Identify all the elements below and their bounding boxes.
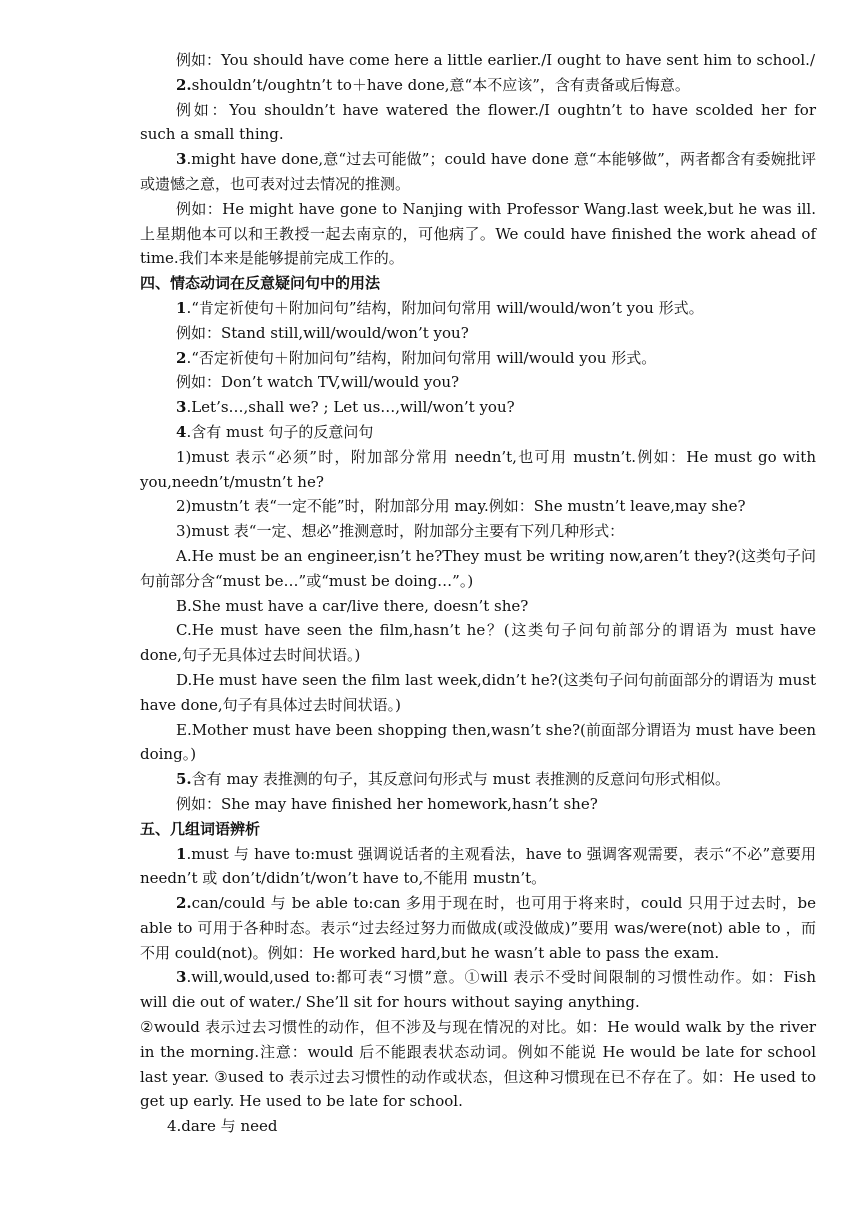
rule-paragraph (140, 891, 816, 965)
case-paragraph: D.He must have seen the film last week,didn’t he?(这类句子问句前面部分的谓语为 must have done,句子有具体过去时间状语。) (140, 670, 816, 714)
document-page (140, 48, 816, 1139)
item-number: 5. (176, 770, 192, 789)
item-number: 4 (176, 422, 187, 441)
item-number: 1 (176, 844, 187, 863)
rule-paragraph (140, 147, 816, 197)
rule-paragraph: 4.dare 与 need (167, 1117, 278, 1136)
rule-text: 含有 may 表推测的句子，其反意问句形式与 must 表推测的反意问句形式相似。 (191, 770, 730, 789)
item-number: 3 (176, 150, 187, 169)
item-number: 2. (176, 75, 192, 94)
continuation-paragraph: ②would 表示过去习惯性的动作，但不涉及与现在情况的对比。如：He would walk by the river in the morning.注意：would 后不能跟表状态动词。例如不能说 He would be late for school last year. ③used to 表示过去习惯性的动作或状态，但这种习惯现在已不存在了。如：He used to get up early. He used to be late for school. (140, 1018, 816, 1111)
rule-paragraph (140, 395, 816, 420)
rule-paragraph (140, 296, 816, 321)
case-paragraph: E.Mother must have been shopping then,wasn’t she?(前面部分谓语为 must have been doing。) (140, 720, 816, 764)
rule-text: .“肯定祈使句＋附加问句”结构，附加问句常用 will/would/won’t you 形式。 (186, 298, 704, 317)
item-number: 1 (176, 298, 187, 317)
item-number: 2. (176, 894, 192, 913)
rule-text: shouldn’t/oughtn’t to＋have done,意“本不应该”，含有责备或后悔意。 (191, 75, 690, 94)
item-number: 3 (176, 398, 187, 417)
example-paragraph: 例如：Don’t watch TV,will/would you? (176, 373, 460, 392)
sub-rule-paragraph: 2)mustn’t 表“一定不能”时，附加部分用 may.例如：She mustn’t leave,may she? (176, 497, 746, 516)
case-paragraph: B.She must have a car/live there, doesn’t she? (176, 596, 529, 615)
rule-paragraph (140, 767, 816, 792)
example-paragraph: 例如：Stand still,will/would/won’t you? (176, 323, 469, 342)
rule-text: .“否定祈使句＋附加问句”结构，附加问句常用 will/would you 形式。 (186, 348, 657, 367)
rule-text: .Let’s…,shall we? ; Let us…,will/won’t you? (186, 398, 515, 417)
rule-text: .must 与 have to:must 强调说话者的主观看法，have to 强调客观需要，表示“不必”意要用 needn’t 或 don’t/didn’t/won’t have to,不能用 mustn’t。 (140, 844, 816, 888)
section-heading-4: 四、情态动词在反意疑问句中的用法 (140, 274, 381, 293)
rule-text: .will,would,used to:都可表“习惯”意。①will 表示不受时间限制的习惯性动作。如：Fish will die out of water./ She’ll sit for hours without saying anything. (140, 968, 816, 1012)
rule-paragraph (140, 73, 816, 98)
example-paragraph: 例如：He might have gone to Nanjing with Professor Wang.last week,but he was ill.上星期他本可以和王教授一起去南京的，可他病了。We could have finished the work ahead of time.我们本来是能够提前完成工作的。 (140, 199, 816, 268)
section-heading-5: 五、几组词语辨析 (140, 819, 261, 838)
item-number: 2 (176, 348, 187, 367)
rule-paragraph (140, 965, 816, 1015)
rule-paragraph (140, 346, 816, 371)
rule-paragraph (140, 420, 816, 445)
rule-text: can/could 与 be able to:can 多用于现在时，也可用于将来时，could 只用于过去时，be able to 可用于各种时态。表示“过去经过努力而做成(或没做成)”要用 was/were(not) able to ，而不用 could(not)。例如：He worked hard,but he wasn’t able to pass the exam. (140, 894, 816, 962)
example-paragraph: 例如：She may have finished her homework,hasn’t she? (176, 794, 598, 813)
rule-text: .含有 must 句子的反意问句 (186, 422, 374, 441)
item-number: 3 (176, 968, 187, 987)
case-paragraph: C.He must have seen the film,hasn’t he？(这类句子问句前部分的谓语为 must have done,句子无具体过去时间状语。) (140, 621, 816, 665)
example-paragraph: 例如：You should have come here a little earlier./I ought to have sent him to school./ (176, 51, 816, 69)
sub-rule-paragraph: 1)must 表示“必须”时，附加部分常用 needn’t,也可用 mustn’t.例如：He must go with you,needn’t/mustn’t he? (140, 447, 816, 491)
sub-rule-paragraph: 3)must 表“一定、想必”推测意时，附加部分主要有下列几种形式： (176, 522, 625, 541)
example-paragraph: 例如：You shouldn’t have watered the flower./I oughtn’t to have scolded her for such a small thing. (140, 100, 816, 144)
rule-text: .might have done,意“过去可能做”；could have done 意“本能够做”，两者都含有委婉批评或遗憾之意，也可表对过去情况的推测。 (140, 150, 816, 193)
case-paragraph: A.He must be an engineer,isn’t he?They must be writing now,aren’t they?(这类句子问句前部分含“must be…”或“must be doing…”。) (140, 546, 817, 590)
rule-paragraph (140, 842, 816, 892)
